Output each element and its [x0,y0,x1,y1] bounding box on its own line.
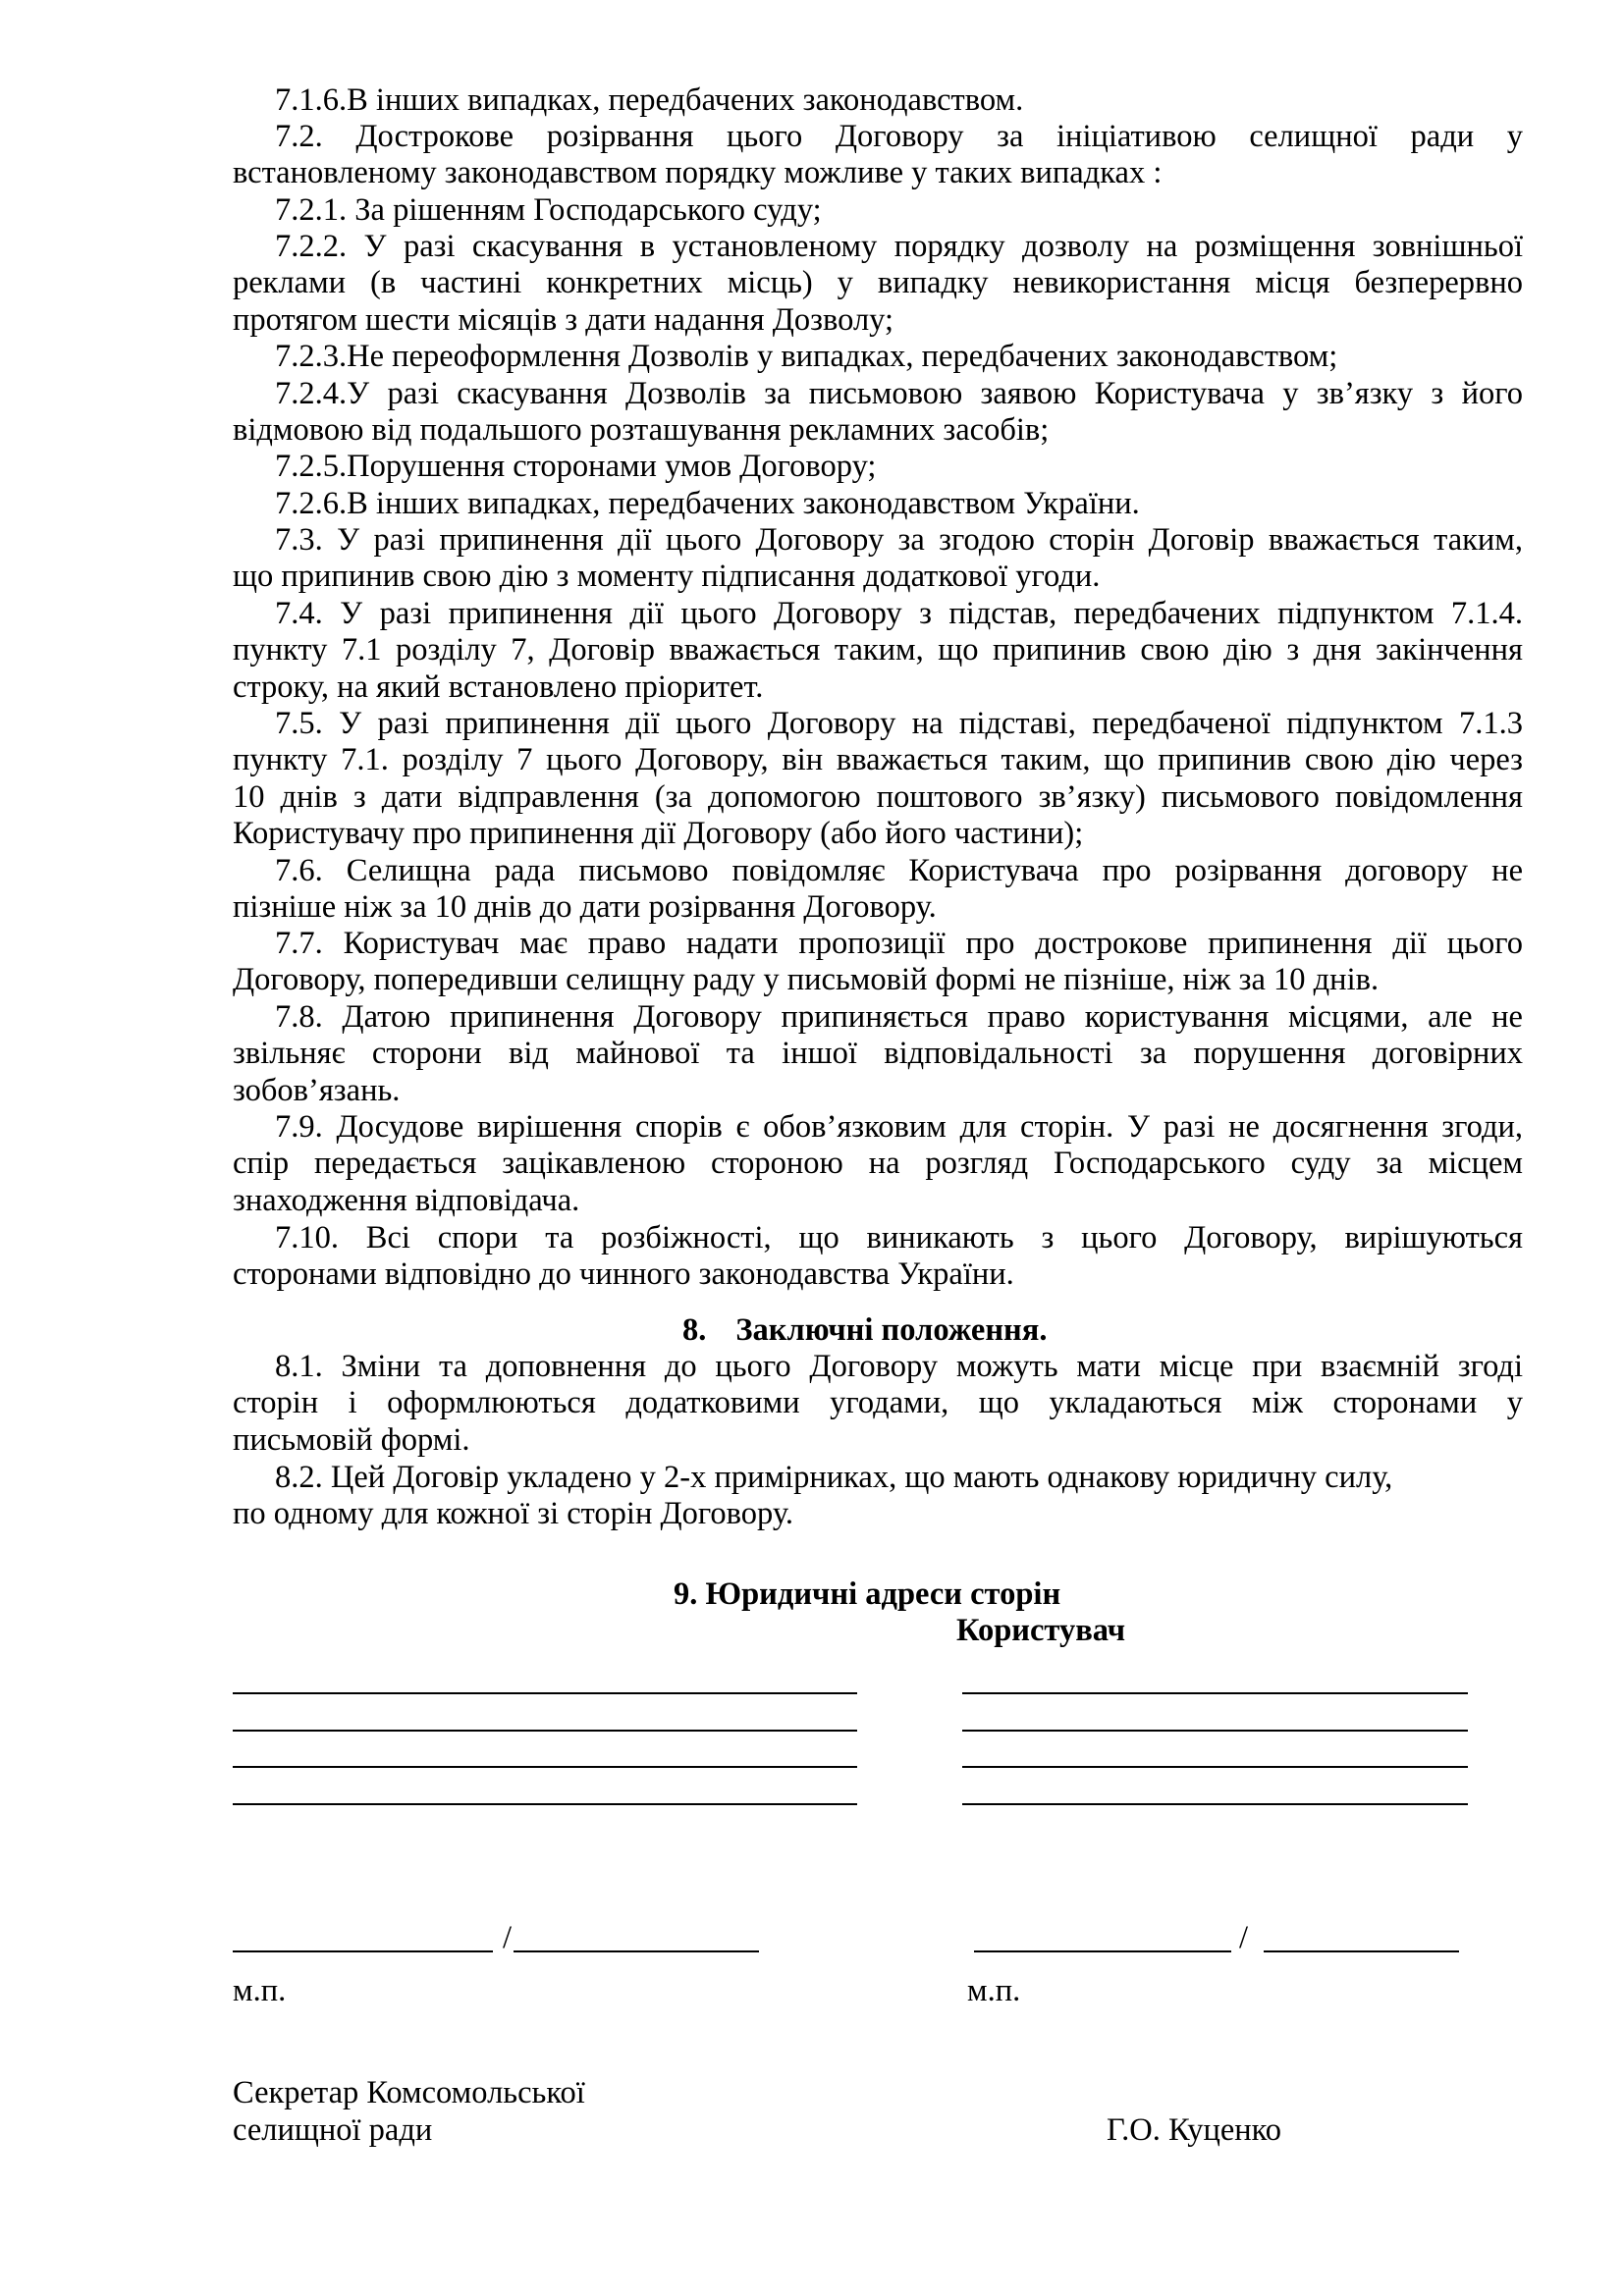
clause-7-8 [233,999,1523,1109]
clause-line: зобов’язань. [233,1072,401,1108]
clause-line: сторонами відповідно до чинного законодавства України. [233,1256,1014,1293]
section-9-heading: 9. Юридичні адреси сторін [674,1576,1061,1612]
address-line-left [233,1692,857,1694]
clause-7-2-6 [233,486,1523,522]
clause-line: 7.4. У разі припинення дії цього Договору з підстав, передбачених підпунктом 7.1.4. [275,596,1523,631]
address-line-left [233,1766,857,1768]
clause-line: 7.2.5.Порушення сторонами умов Договору; [275,449,877,484]
clause-line: 8.2. Цей Договір укладено у 2-х примірниках, що мають однакову юридичну силу, [275,1460,1393,1495]
clause-line: 7.2.1. За рішенням Господарського суду; [275,192,822,228]
clause-line: 7.5. У разі припинення дії цього Договору на підставі, передбаченої підпунктом 7.1.3 [275,706,1523,741]
clause-line: звільняє сторони від майнової та іншої відповідальності за порушення договірних [233,1036,1523,1072]
clause-line: 7.1.6.В інших випадках, передбачених законодавством. [275,82,1024,118]
section-8-heading [682,1312,1048,1349]
clause-line: 7.3. У разі припинення дії цього Договору за згодою сторін Договір вважається таким, [275,522,1523,558]
clause-line: встановленому законодавством порядку можливе у таких випадках : [233,155,1163,191]
signature-line-right-1 [974,1950,1231,1952]
clause-line: сторін і оформлюються додатковими угодами, що укладаються між сторонами у [233,1385,1523,1421]
clause-line: протягом шести місяців з дати надання Дозволу; [233,301,894,338]
secretary-title-line-1: Секретар Комсомольської [233,2075,585,2110]
clause-line: пізніше ніж за 10 днів до дати розірвання Договору. [233,889,937,926]
clause-7-3 [233,522,1523,596]
clause-line: спір передається зацікавленою стороною на розгляд Господарського суду за місцем [233,1146,1523,1182]
address-line-left [233,1803,857,1805]
clause-line: 7.9. Досудове вирішення спорів є обов’язковим для сторін. У разі не досягнення згоди, [275,1109,1523,1145]
clause-7-9 [233,1109,1523,1219]
clause-line: Користувачу про припинення дії Договору (або його частини); [233,816,1084,852]
clause-line: 7.2. Дострокове розірвання цього Договору за ініціативою селищної ради у [275,119,1523,154]
section-8-title: Заключні положення. [735,1312,1048,1348]
stamp-label-left: м.п. [233,1973,287,2008]
user-label: Користувач [956,1613,1126,1648]
clause-7-4 [233,596,1523,706]
signature-line-left-1 [233,1950,493,1952]
clause-line: письмовій формі. [233,1421,470,1458]
address-line-right [962,1803,1468,1805]
clause-line: 7.6. Селищна рада письмово повідомляє Користувача про розірвання договору не [275,853,1523,888]
clause-7-2-1 [233,192,1523,229]
clause-line: 7.2.4.У разі скасування Дозволів за письмовою заявою Користувача у зв’язку з його [275,376,1523,411]
clause-7-2-5 [233,449,1523,485]
clause-line: пункту 7.1. розділу 7 цього Договору, він вважається таким, що припинив свою дію через [233,742,1523,778]
secretary-name: Г.О. Куценко [1107,2112,1282,2148]
address-line-left [233,1730,857,1732]
clause-line: що припинив свою дію з моменту підписання додаткової угоди. [233,559,1101,595]
clause-line: Договору, попередивши селищну раду у письмовій формі не пізніше, ніж за 10 днів. [233,962,1380,998]
clause-7-1-6 [233,82,1523,119]
clause-8-2 [233,1460,1523,1533]
clause-line: відмовою від подальшого розташування рекламних засобів; [233,412,1050,449]
clause-7-5 [233,706,1523,853]
section-8-number: 8. [682,1312,707,1348]
signature-slash-right: / [1239,1920,1249,1955]
clause-line: 10 днів з дати відправлення (за допомогою поштового зв’язку) письмового повідомлення [233,778,1523,815]
address-line-right [962,1692,1468,1694]
clause-8-1 [233,1349,1523,1459]
clause-7-6 [233,853,1523,927]
clause-7-2 [233,119,1523,192]
clause-7-2-3 [233,339,1523,375]
clause-line: знаходження відповідача. [233,1182,580,1218]
clause-line: реклами (в частині конкретних місць) у випадку невикористання місця безперервно [233,265,1523,301]
clause-7-2-2 [233,229,1523,339]
clause-line: 7.2.3.Не переоформлення Дозволів у випадках, передбачених законодавством; [275,339,1338,374]
clause-7-10 [233,1220,1523,1294]
clause-7-2-4 [233,376,1523,450]
clause-line: пункту 7.1 розділу 7, Договір вважається таким, що припинив свою дію з дня закінчення [233,632,1523,668]
signature-line-right-2 [1264,1950,1459,1952]
clause-line: 7.2.2. У разі скасування в установленому порядку дозволу на розміщення зовнішньої [275,229,1523,264]
clause-line: 7.7. Користувач має право надати пропозиції про дострокове припинення дії цього [275,926,1523,961]
signature-line-left-2 [514,1950,759,1952]
clause-line: строку, на який встановлено пріоритет. [233,668,764,705]
stamp-label-right: м.п. [967,1973,1021,2008]
clause-line: 7.10. Всі спори та розбіжності, що виникають з цього Договору, вирішуються [275,1220,1523,1255]
clause-7-7 [233,926,1523,999]
signature-slash-left: / [503,1920,513,1955]
clause-line: 7.8. Датою припинення Договору припиняється право користування місцями, але не [275,999,1523,1035]
secretary-title-line-2: селищної ради [233,2112,433,2148]
address-line-right [962,1730,1468,1732]
clause-line: 8.1. Зміни та доповнення до цього Договору можуть мати місце при взаємній згоді [275,1349,1523,1384]
clause-line: по одному для кожної зі сторін Договору. [233,1496,793,1532]
address-line-right [962,1766,1468,1768]
clause-line: 7.2.6.В інших випадках, передбачених законодавством України. [275,486,1140,521]
